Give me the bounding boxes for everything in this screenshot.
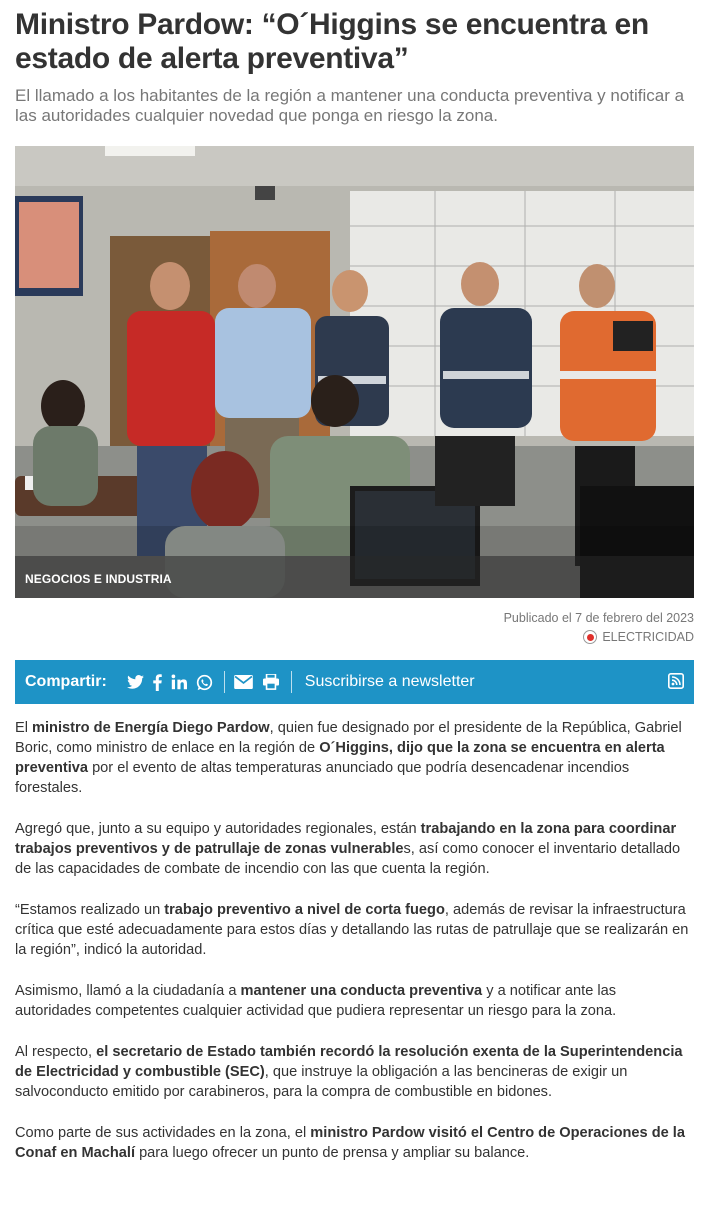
article-subtitle: El llamado a los habitantes de la región a mantener una conducta preventiva y notificar a las autoridades cualquier novedad que ponga en riesgo la zona. [15,86,685,125]
paragraph-text: por el evento de altas temperaturas anunciado que podría desencadenar incendios forestales. [15,760,630,796]
newsletter-link[interactable]: Suscribirse a newsletter [304,673,475,690]
bold-text: O´Higgins, dijo que la zona se encuentra en alerta preventiva [15,740,665,776]
published-date: Publicado el 7 de febrero del 2023 [503,611,694,625]
share-label: Compartir: [25,673,107,690]
bold-text: mantener una conducta preventiva [240,983,483,999]
paragraph-text: Como parte de sus actividades en la zona, el [15,1125,311,1141]
article-body [15,718,694,1184]
bold-text: trabajo preventivo a nivel de corta fuego [164,902,445,918]
paragraph-text: y a notificar ante las autoridades competentes cualquier actividad que pudiera representar un riesgo para la zona. [15,983,617,1019]
paragraph-text: s, así como conocer el inventario detallado de las capacidades de combate de incendio con las que cuenta la región. [15,841,681,877]
twitter-icon[interactable] [127,672,144,692]
share-divider [224,671,225,693]
image-caption-bar [15,556,694,598]
rss-icon[interactable] [668,673,684,694]
body-paragraph [15,819,694,879]
paragraph-text: Al respecto, [15,1044,97,1060]
article-photo [15,146,694,598]
body-paragraph [15,1123,694,1163]
paragraph-text: “Estamos realizado un [15,902,165,918]
body-paragraph [15,1042,694,1102]
body-paragraph [15,900,694,960]
email-icon[interactable] [234,672,253,692]
share-bar [15,660,694,704]
bold-text: ministro Pardow visitó el Centro de Operaciones de la Conaf en Machalí [15,1125,685,1161]
image-category-label[interactable]: NEGOCIOS E INDUSTRIA [25,572,172,586]
paragraph-text: , que instruye la obligación a las bencineras de exigir un salvoconducto emitido por carabineros, para la compra de combustible en bidones. [15,1064,628,1100]
share-divider [291,671,292,693]
operations-room-photo [15,146,694,598]
whatsapp-icon[interactable] [196,672,213,692]
print-icon[interactable] [262,672,280,692]
bold-text: ministro de Energía Diego Pardow [32,720,270,736]
paragraph-text: Agregó que, junto a su equipo y autoridades regionales, están [15,821,421,837]
category-bullet-icon [583,630,597,644]
paragraph-text: Asimismo, llamó a la ciudadanía a [15,983,241,999]
facebook-icon[interactable] [153,672,162,692]
paragraph-text: para luego ofrecer un punto de prensa y ampliar su balance. [135,1145,530,1161]
page-title: Ministro Pardow: “O´Higgins se encuentra en estado de alerta preventiva” [15,8,649,75]
body-paragraph [15,718,694,798]
bold-text: el secretario de Estado también recordó la resolución exenta de la Superintendencia de Electricidad y combustible (SEC) [15,1044,683,1080]
paragraph-text: El [15,720,33,736]
paragraph-text: , quien fue designado por el presidente de la República, Gabriel Boric, como ministro de enlace en la región de [15,720,682,756]
bold-text: trabajando en la zona para coordinar trabajos preventivos y de patrullaje de zonas vulnerable [15,821,677,857]
body-paragraph [15,981,694,1021]
linkedin-icon[interactable] [171,672,187,692]
category-label[interactable]: ELECTRICIDAD [602,630,694,644]
paragraph-text: , además de revisar la infraestructura crítica que esté adecuadamente para estos días y detallando las rutas de patrullaje que se realizarán en la región”, indicó la autoridad. [15,902,689,958]
category-tag[interactable] [583,630,694,644]
